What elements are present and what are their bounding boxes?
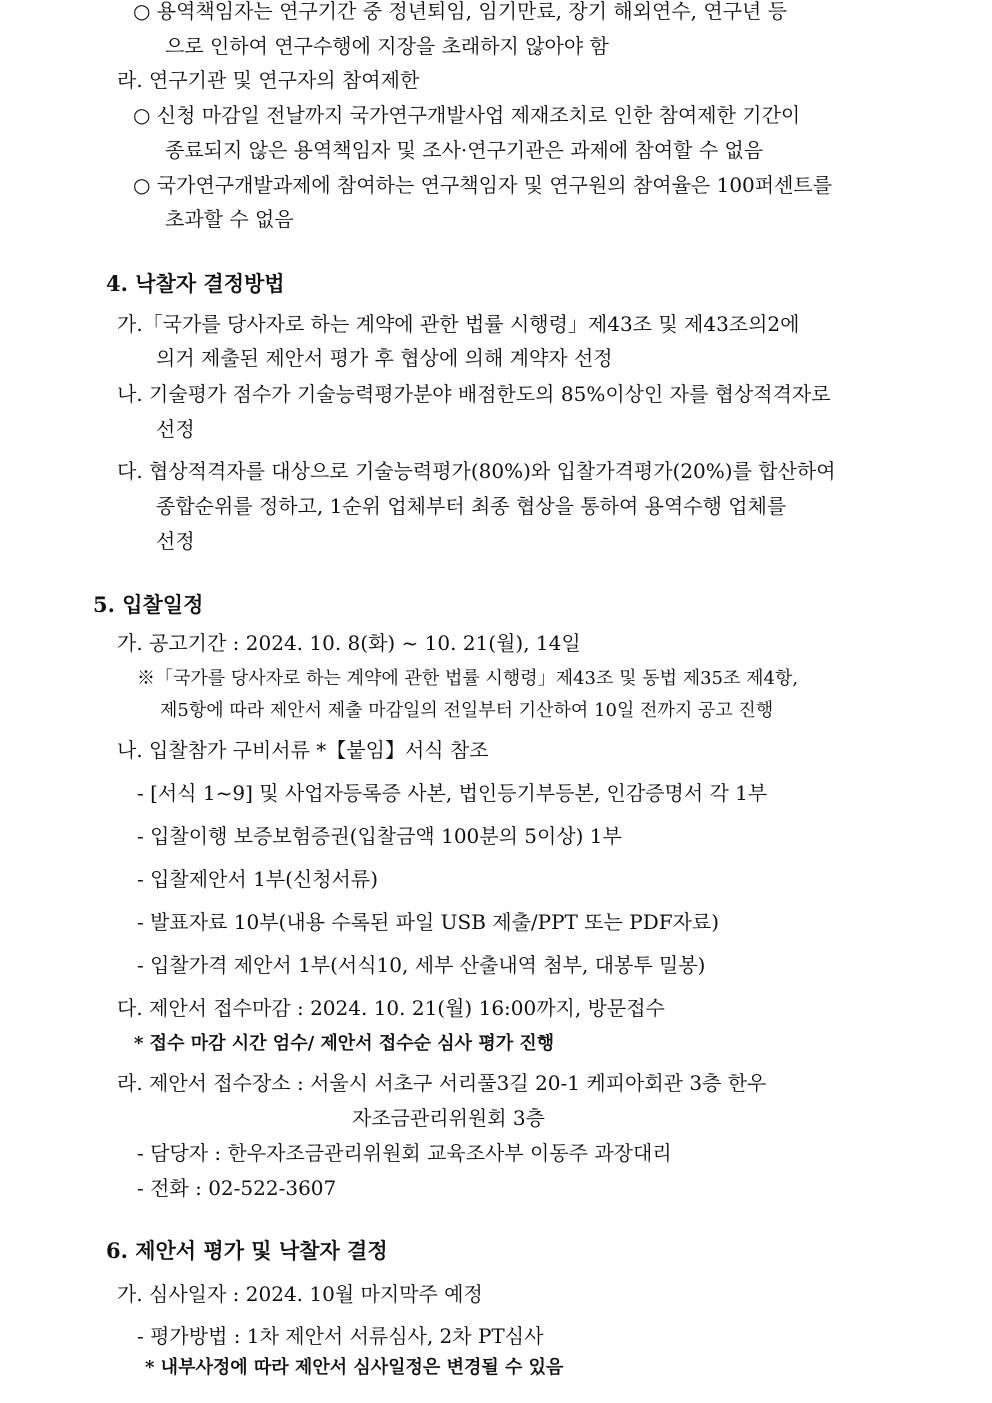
section-5-phone: - 전화 : 02-522-3607 xyxy=(137,1176,337,1200)
required-doc-item: - 입찰가격 제안서 1부(서식10, 세부 산출내역 첨부, 대봉투 밀봉) xyxy=(137,953,706,977)
section-5-contact-person: - 담당자 : 한우자조금관리위원회 교육조사부 이동주 과장대리 xyxy=(137,1141,672,1165)
bullet-researcher-line2: 으로 인하여 연구수행에 지장을 초래하지 않아야 함 xyxy=(165,34,609,58)
section-6-evaluation-method: - 평가방법 : 1차 제안서 서류심사, 2차 PT심사 xyxy=(137,1324,544,1348)
section-6-schedule-note: * 내부사정에 따라 제안서 심사일정은 변경될 수 있음 xyxy=(145,1357,564,1378)
section-6-title: 6. 제안서 평가 및 낙찰자 결정 xyxy=(106,1238,388,1263)
section-4-da-line3: 선정 xyxy=(156,529,195,553)
section-4-na-line2: 선정 xyxy=(156,417,195,441)
section-5-venue-line1: 라. 제안서 접수장소 : 서울시 서초구 서리풀3길 20-1 케피아회관 3층 한우 xyxy=(117,1071,767,1095)
section-5-required-docs-heading: 나. 입찰참가 구비서류 *【붙임】서식 참조 xyxy=(117,738,489,762)
section-5-deadline: 다. 제안서 접수마감 : 2024. 10. 21(월) 16:00까지, 방문접수 xyxy=(117,996,665,1020)
section-4-ga-line2: 의거 제출된 제안서 평가 후 협상에 의해 계약자 선정 xyxy=(156,346,613,370)
section-6-review-date: 가. 심사일자 : 2024. 10월 마지막주 예정 xyxy=(117,1282,483,1306)
bullet-participation-rate-line1: ○ 국가연구개발과제에 참여하는 연구책임자 및 연구원의 참여율은 100퍼센트를 xyxy=(133,173,833,197)
section-4-na-line1: 나. 기술평가 점수가 기술능력평가분야 배점한도의 85%이상인 자를 협상적격자로 xyxy=(117,382,831,406)
bullet-researcher-line1: ○ 용역책임자는 연구기간 중 정년퇴임, 임기만료, 장기 해외연수, 연구년 등 xyxy=(133,0,788,23)
section-5-announcement-period: 가. 공고기간 : 2024. 10. 8(화) ~ 10. 21(월), 14일 xyxy=(117,631,581,655)
bullet-sanction-line2: 종료되지 않은 용역책임자 및 조사·연구기관은 과제에 참여할 수 없음 xyxy=(165,138,764,162)
bullet-sanction-line1: ○ 신청 마감일 전날까지 국가연구개발사업 제재조치로 인한 참여제한 기간이 xyxy=(133,103,801,127)
section-5-legal-note-line1: ※「국가를 당사자로 하는 계약에 관한 법률 시행령」제43조 및 동법 제35조 제4항, xyxy=(137,668,799,689)
required-doc-item: - 입찰이행 보증보험증권(입찰금액 100분의 5이상) 1부 xyxy=(137,824,622,848)
required-doc-item: - [서식 1~9] 및 사업자등록증 사본, 법인등기부등본, 인감증명서 각 1부 xyxy=(137,781,768,805)
bullet-participation-rate-line2: 초과할 수 없음 xyxy=(165,207,294,231)
section-4-da-line1: 다. 협상적격자를 대상으로 기술능력평가(80%)와 입찰가격평가(20%)를 합산하여 xyxy=(117,459,836,483)
section-5-venue-line2: 자조금관리위원회 3층 xyxy=(352,1106,545,1130)
section-4-da-line2: 종합순위를 정하고, 1순위 업체부터 최종 협상을 통하여 용역수행 업체를 xyxy=(156,494,787,518)
section-5-legal-note-line2: 제5항에 따라 제안서 제출 마감일의 전일부터 기산하여 10일 전까지 공고 진행 xyxy=(160,700,774,721)
required-doc-item: - 발표자료 10부(내용 수록된 파일 USB 제출/PPT 또는 PDF자료) xyxy=(137,910,720,934)
subheading-participation-limit: 라. 연구기관 및 연구자의 참여제한 xyxy=(117,68,420,92)
section-5-deadline-note: * 접수 마감 시간 엄수/ 제안서 접수순 심사 평가 진행 xyxy=(134,1033,555,1054)
section-4-ga-line1: 가.「국가를 당사자로 하는 계약에 관한 법률 시행령」제43조 및 제43조의2에 xyxy=(117,312,800,336)
section-4-title: 4. 낙찰자 결정방법 xyxy=(106,271,285,296)
required-doc-item: - 입찰제안서 1부(신청서류) xyxy=(137,867,379,891)
section-5-title: 5. 입찰일정 xyxy=(93,592,204,617)
